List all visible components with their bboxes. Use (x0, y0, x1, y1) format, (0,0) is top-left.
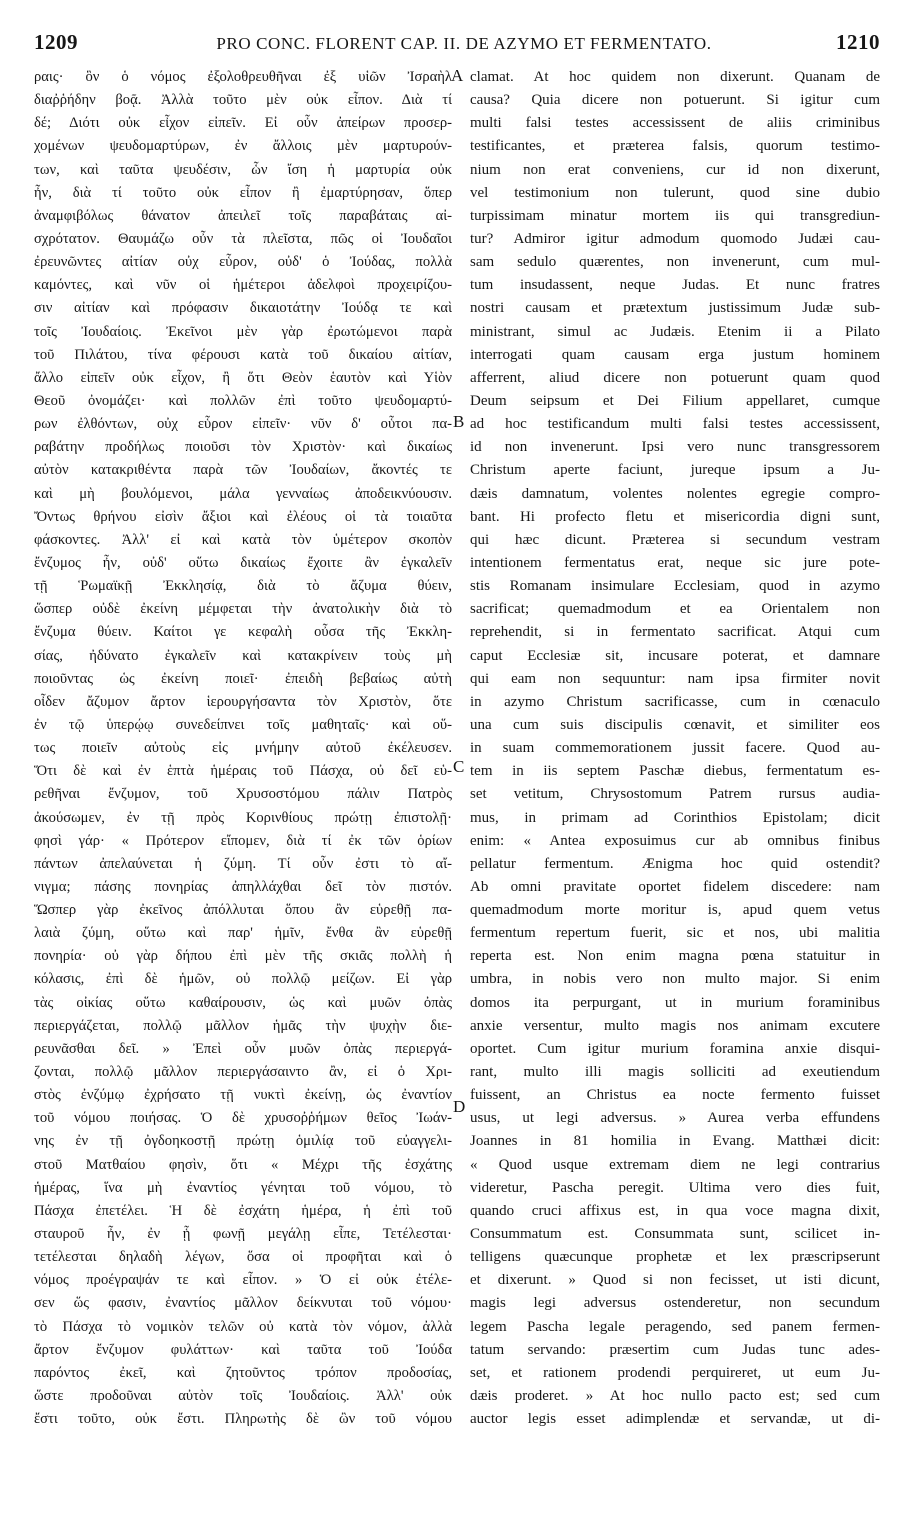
latin-text-line: nium non erat conveniens, cur id non dixerunt, (470, 161, 880, 178)
latin-text-line: ad hoc testificandum multi falsi testes accessissent, (470, 416, 880, 433)
latin-text-line: multi falsi testes accessissent de aliis criminibus (470, 115, 880, 132)
greek-text-line: φάσκοντες. Ἀλλ' εἰ καὶ κατὰ τὸν ὑμέτερον σκοπὸν (34, 531, 452, 548)
greek-text-line: Ὅτι δὲ καὶ ἐν ἑπτὰ ἡμέραις τοῦ Πάσχα, οὐ δεῖ εὑ- (34, 763, 452, 780)
latin-text-line: testificantes, et præterea falsis, quorum testimo- (470, 138, 880, 155)
greek-text-line: στὸς ἐνζύμῳ ἐχρήσατο τῇ νυκτὶ ἐκείνῃ, ὡς ἐναντίον (34, 1087, 452, 1104)
greek-text-line: τοῦ Πιλάτου, τίνα φέρουσι κατὰ τοῦ δικαίου αἰτίαν, (34, 346, 452, 363)
greek-text-line: λαιὰ ζύμη, οὕτω καὶ παρ' ἡμῖν, ἔνθα ἂν εὑρεθῇ (34, 925, 452, 942)
greek-text-line: ραβάτην προδήλως ποιοῦσι τὸν Χριστὸν· καὶ δικαίως (34, 439, 452, 456)
latin-text-line: tum insudassent, neque Judas. Et nunc fratres (470, 277, 880, 294)
page-number-right: 1210 (836, 30, 880, 54)
latin-text-line: usus, ut legi adversus. » Aurea verba effundens (470, 1110, 880, 1127)
latin-text-line: qui hæc dicunt. Præterea si secundum vestram (470, 531, 880, 548)
latin-text-line: sacrificat; quemadmodum et ea Orientalem non (470, 601, 880, 618)
greek-text-line: σεν ὥς φασιν, ἐναντίος μᾶλλον δείκνυται τοῦ νόμου· (34, 1295, 452, 1312)
greek-text-line: ἀναμφιβόλως θάνατον ἀπειλεῖ τοῖς παραβάταις αἰ- (34, 207, 452, 224)
latin-column (470, 66, 880, 1431)
greek-text-line: ἄλλο εἰπεῖν οὐκ εἶχον, ἢ ὅτι Θεὸν ἑαυτὸν καὶ Υἱὸν (34, 369, 452, 386)
latin-text-line: clamat. At hoc quidem non dixerunt. Quanam de (470, 69, 880, 85)
greek-text-line: Ὄντως θρήνου εἰσὶν ἄξιοι καὶ ἐλέους οἱ τὰ τοιαῦτα (34, 508, 452, 525)
latin-text-line: causa? Quia dicere non potuerunt. Si igitur cum (470, 92, 880, 109)
greek-text-line: τοῦ νόμου ποιήσας. Ὁ δὲ χρυσοῤῥήμων θεῖος Ἰωάν- (34, 1110, 452, 1127)
latin-text-line: id non invenerunt. Ipsi vero nunc transgressorem (470, 439, 880, 456)
latin-text-line: magis legi adversus ostenderetur, non secundum (470, 1295, 880, 1312)
section-marker-b: B (453, 412, 465, 431)
latin-text-line: reperta est. Non enim magna pœna statuitur in (470, 948, 880, 965)
latin-text-line: una cum suis discipulis cœnavit, et similiter eos (470, 716, 880, 733)
latin-text-line: tatum servando: præsertim cum Judas tunc ades- (470, 1341, 880, 1358)
latin-text-line: interrogati quam causam erga justum hominem (470, 346, 880, 363)
greek-text-line: ραις· ὃν ὁ νόμος ἐξολοθρευθῆναι ἐξ υἱῶν Ἰσραὴλ (34, 69, 452, 85)
latin-text-line: fermentum repertum fuerit, sic et nos, ubi malitia (470, 925, 880, 942)
latin-text-line: telligens quæcunque prophetæ et lex præscripserunt (470, 1249, 880, 1266)
latin-text-line: tur? Admiror igitur admodum quomodo Judæi cau- (470, 230, 880, 247)
latin-text-line: Ab omni pravitate oportet fidelem discedere: nam (470, 878, 880, 895)
greek-text-line: τως ποιεῖν αὐτοὺς εἰς μνήμην αὐτοῦ ἐκέλευσεν. (34, 740, 452, 757)
section-marker-a: A (451, 66, 464, 85)
latin-text-line: tem in iis septem Paschæ diebus, fermentatum es- (470, 763, 880, 780)
greek-text-line: χομένων ψευδομαρτύρων, ἐν ἄλλοις μὲν μαρτυρούν- (34, 138, 452, 155)
latin-text-line: auctor legis esset adimplendæ et servandæ, ut di- (470, 1411, 880, 1428)
greek-text-line: Πάσχα ἐπετέλει. Ἡ δὲ ἐσχάτη ἡμέρα, ἡ ἐπὶ τοῦ (34, 1202, 452, 1219)
latin-text-line: in azymo Christum sacrificasse, cum in cœnaculo (470, 693, 880, 710)
greek-text-line: των, καὶ ταῦτα ψευδέσιν, ὧν ἴση ἡ μαρτυρία οὐκ (34, 161, 452, 178)
greek-text-line: στοῦ Ματθαίου φησὶν, ὅτι « Μέχρι τῆς ἐσχάτης (34, 1156, 452, 1173)
greek-text-line: ἀκούσωμεν, ἐν τῇ πρὸς Κορινθίους πρώτῃ ἐπιστολῇ· (34, 809, 452, 826)
latin-text-line: enim: « Antea exposuimus cur ab omnibus finibus (470, 832, 880, 849)
greek-text-line: ποιοῦντας ὡς ἐκείνη ποιεῖ· ἐπειδὴ βεβαίως αὐτὴ (34, 670, 452, 687)
greek-text-line: σιν αἰτίαν καὶ πρόφασιν δικαιοτάτην Ἰούδᾳ τε καὶ (34, 300, 452, 317)
latin-text-line: Deum seipsum et Dei Filium appellaret, cumque (470, 392, 880, 409)
greek-text-line: ἡμέρας, ἵνα μὴ ἐναντίος γένηται τοῦ νόμου, τὸ (34, 1179, 452, 1196)
greek-text-line: οἶδεν ἄζυμον ἄρτον ἱερουργήσαντα τὸν Χριστὸν, ὅτε (34, 693, 452, 710)
latin-text-line: afferrent, aliud dicere non potuerunt quam quod (470, 369, 880, 386)
latin-text-line: fuissent, an Christus ea nocte fermento fuisset (470, 1087, 880, 1104)
latin-text-line: qui eam non sequuntur: nam ipsa firmiter novit (470, 670, 880, 687)
greek-text-line: πονηρία· οὐ γὰρ δήπου ἐπὶ μὲν τῆς σκιᾶς πολλὴ ἡ (34, 948, 452, 965)
running-title: PRO CONC. FLORENT CAP. II. DE AZYMO ET FERMENTATO. (216, 34, 712, 53)
greek-text-line: ρεθῆναι ἔνζυμον, τοῦ Χρυσοστόμου πάλιν Πατρὸς (34, 786, 452, 803)
latin-text-line: intentionem fermentatus erat, neque sic jure pote- (470, 554, 880, 571)
greek-text-line: διαῤῥήδην βοᾷ. Ἀλλὰ τοῦτο μὲν οὐκ εἶπον. Διὰ τί (34, 92, 452, 109)
latin-text-line: ministrant, simul ac Judæis. Etenim ii a Pilato (470, 323, 880, 340)
latin-text-line: caput Ecclesiæ sit, incusare poterat, et damnare (470, 647, 880, 664)
greek-text-line: δέ; Διότι οὐκ εἶχον εἰπεῖν. Εἰ οὖν ἀπείρων προσερ- (34, 115, 452, 132)
greek-text-line: ὥστε προδοῦναι αὐτὸν τοῖς Ἰουδαίοις. Ἀλλ' οὐκ (34, 1388, 452, 1405)
latin-text-line: turpissimam minatur mortem iis qui transgrediun- (470, 207, 880, 224)
latin-text-line: videretur, Pascha peregit. Ultima vero dies fuit, (470, 1179, 880, 1196)
greek-text-line: ἦν, διὰ τί τοῦτο οὐκ εἶπον ἢ ἐμαρτύρησαν, ὅπερ (34, 184, 452, 201)
latin-text-line: dæis damnatum, volentes nolentes egregie compro- (470, 485, 880, 502)
greek-text-line: ρων ἐλθόντων, οὐχ εὗρον εἰπεῖν· νῦν δ' οὗτοι πα- (34, 416, 452, 433)
greek-text-line: Ὥσπερ γὰρ ἐκεῖνος ἀπόλλυται ὅπου ἂν εὑρεθῇ πα- (34, 902, 452, 919)
page-header (34, 30, 880, 64)
greek-text-line: αὐτὸν κατακριθέντα παρὰ τῶν Ἰουδαίων, ἄκοντές τε (34, 462, 452, 479)
latin-text-line: set vetitum, Chrysostomum Patrem rursus audia- (470, 786, 880, 803)
greek-text-line: νόμος προέγραψάν τε καὶ εἶπον. » Ὁ εἰ οὐκ ἐτέλε- (34, 1272, 452, 1289)
latin-text-line: Joannes in 81 homilia in Evang. Matthæi dicit: (470, 1133, 880, 1150)
greek-text-line: σταυροῦ ἦν, ἐν ᾗ φωνῇ μεγάλῃ εἶπε, Τετέλεσται· (34, 1226, 452, 1243)
greek-text-line: τῇ Ῥωμαϊκῇ Ἐκκλησίᾳ, διὰ τὸ ἄζυμα θύειν, (34, 578, 452, 595)
latin-text-line: Christum aperte faciunt, jureque ipsum a Ju- (470, 462, 880, 479)
greek-text-line: κόλασις, ἐπὶ δὲ ἡμῶν, οὐ πολλῷ μείζων. Εἰ γὰρ (34, 971, 452, 988)
greek-text-line: ἐρευνῶντες αἰτίαν οὐχ εὗρον, οὐδ' ὁ Ἰούδας, πολλὰ (34, 254, 452, 271)
greek-text-line: τοῖς Ἰουδαίοις. Ἐκεῖνοι μὲν γὰρ ἐρωτώμενοι παρὰ (34, 323, 452, 340)
section-marker-d: D (453, 1097, 466, 1116)
latin-text-line: rant, multo illi magis solliciti ad exeutiendum (470, 1064, 880, 1081)
latin-text-line: dæis proderet. » At hoc nullo pacto est; sed cum (470, 1388, 880, 1405)
latin-text-line: legem Pascha legale peragendo, sed panem fermen- (470, 1318, 880, 1335)
greek-text-line: σχρότατον. Θαυμάζω οὖν τὰ πλεῖστα, πῶς οἱ Ἰουδαῖοι (34, 230, 452, 247)
greek-text-line: τὰς οἰκίας οὕτω καθαίρουσιν, ὡς καὶ μυῶν ὀπὰς (34, 994, 452, 1011)
greek-text-line: ὥσπερ οὐδὲ ἐκείνη μέμφεται τὴν ἀνατολικὴν διὰ τὸ (34, 601, 452, 618)
latin-text-line: umbra, in nobis vero non multo major. Si enim (470, 971, 880, 988)
greek-text-line: περιεργάζεται, πολλῷ μᾶλλον ἡμᾶς τὴν ψυχὴν διε- (34, 1017, 452, 1034)
latin-text-line: Consummatum est. Consummata sunt, scilicet in- (470, 1226, 880, 1243)
latin-text-line: « Quod usque extremam diem ne legi contrarius (470, 1156, 880, 1173)
latin-text-line: et dixerunt. » Quod si non fecisset, ut isti dicunt, (470, 1272, 880, 1289)
page-number-left: 1209 (34, 30, 78, 54)
greek-text-line: Θεοῦ ὀνομάζει· καὶ πολλῶν ἐπὶ τοῦτο ψευδομαρτύ- (34, 392, 452, 409)
latin-text-line: in suam commemorationem jussit facere. Quod au- (470, 740, 880, 757)
greek-text-line: φησὶ γάρ· « Πρότερον εἴπομεν, διὰ τί ἐκ τῶν ὁρίων (34, 832, 452, 849)
latin-text-line: vel testimonium non tulerunt, quod sine dubio (470, 184, 880, 201)
latin-text-line: nostri causam et prætextum justissimum Judæ sub- (470, 300, 880, 317)
greek-column (34, 66, 452, 1431)
greek-text-line: ἐν τῷ ὑπερῴῳ συνεδείπνει τοῖς μαθηταῖς· καὶ οὕ- (34, 716, 452, 733)
latin-text-line: bant. Hi profecto fletu et misericordia digni sunt, (470, 508, 880, 525)
greek-text-line: νιγμα; πάσης πονηρίας ἀπηλλάχθαι δεῖ τὸν πιστόν. (34, 878, 452, 895)
greek-text-line: ζονται, πολλῷ μᾶλλον περιεργάσαιντο ἂν, εἰ ὁ Χρι- (34, 1064, 452, 1081)
section-marker-c: C (453, 757, 465, 776)
latin-text-line: pellatur fermentum. Ænigma hoc quid ostendit? (470, 855, 880, 872)
greek-text-line: ρευνᾶσθαι δεῖ. » Ἐπεὶ οὖν μυῶν ὀπὰς περιεργά- (34, 1040, 452, 1057)
greek-text-line: ἔνζυμος ἦν, οὐδ' οὕτω δικαίως ἔχοιτε ἂν ἐγκαλεῖν (34, 554, 452, 571)
greek-text-line: πάντων ἀπελαύνεται ἡ ζύμη. Τί οὖν ἐστι τὸ αἴ- (34, 855, 452, 872)
latin-text-line: quando cruci affixus est, in qua voce magna dixit, (470, 1202, 880, 1219)
greek-text-line: ἔστι τοῦτο, οὐκ ἔστι. Πληρωτὴς δὲ ὢν τοῦ νόμου (34, 1411, 452, 1428)
greek-text-line: τὸ Πάσχα τὸ νομικὸν τελῶν οὐ κατὰ τὸν νόμον, ἀλλὰ (34, 1318, 452, 1335)
greek-text-line: ἔνζυμα θύειν. Καίτοι γε κεφαλὴ οὖσα τῆς Ἐκκλη- (34, 624, 452, 641)
greek-text-line: τετέλεσται δηλαδὴ λέγων, ὅσα οἱ προφῆται καὶ ὁ (34, 1249, 452, 1266)
latin-text-line: mus, in primam ad Corinthios Epistolam; dicit (470, 809, 880, 826)
latin-text-line: quemadmodum morte moritur is, apud quem vetus (470, 902, 880, 919)
greek-text-line: καὶ μὴ βουλόμενοι, μάλα γενναίως ἀποδεικνύουσιν. (34, 485, 452, 502)
latin-text-line: reprehendit, si in fermentato sacrificat. Atqui cum (470, 624, 880, 641)
latin-text-line: set, et rationem prodendi perquireret, ut eum Ju- (470, 1364, 880, 1381)
latin-text-line: stis Romanam insimulare Ecclesiam, quod in azymo (470, 578, 880, 595)
latin-text-line: sam sedulo quærentes, non invenerunt, cum mul- (470, 254, 880, 271)
greek-text-line: σίας, ἠδύνατο ἐγκαλεῖν καὶ κατακρίνειν τοὺς μὴ (34, 647, 452, 664)
greek-text-line: καμόντες, καὶ νῦν οἱ ἡμέτεροι ἀδελφοὶ προχειρίζου- (34, 277, 452, 294)
greek-text-line: παρόντος ἐκεῖ, καὶ ζητοῦντος τρόπον προδοσίας, (34, 1364, 452, 1381)
latin-text-line: oportet. Cum igitur murium foramina anxie disqui- (470, 1040, 880, 1057)
greek-text-line: ἄρτον ἔνζυμον φυλάττων· καὶ ταῦτα τοῦ Ἰούδα (34, 1341, 452, 1358)
latin-text-line: anxie versentur, multo magis nos animam excutere (470, 1017, 880, 1034)
greek-text-line: νης ἐν τῇ ὀγδοηκοστῇ πρώτῃ ὁμιλίᾳ τοῦ εὐαγγελι- (34, 1133, 452, 1150)
latin-text-line: domos ita perpurgant, ut in murium foraminibus (470, 994, 880, 1011)
